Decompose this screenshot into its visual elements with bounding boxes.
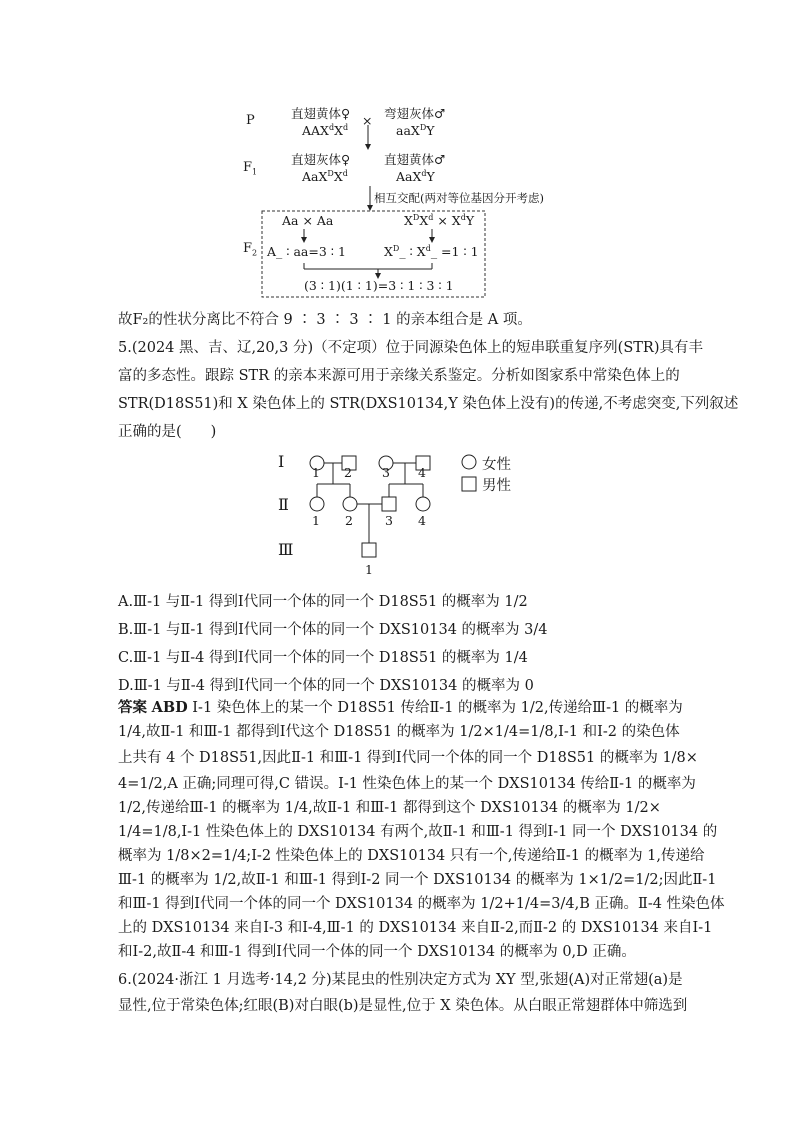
answer-line: 概率为 1/8×2=1/4;Ⅰ-2 性染色体上的 DXS10134 只有一个,传递给Ⅱ-1 的概率为 1,传递给 bbox=[118, 848, 705, 864]
answer-line: 和Ⅰ-2,故Ⅱ-4 和Ⅲ-1 得到Ⅰ代同一个体的同一个 DXS10134 的概率为 0,D 正确。 bbox=[118, 944, 636, 960]
mating-note: 相互交配(两对等位基因分开考虑) bbox=[374, 191, 544, 205]
p-female-genotype: $AAX^dX^d$ bbox=[302, 123, 349, 139]
f1-generation-label: $F_1$ bbox=[243, 160, 258, 177]
question-5-line: 富的多态性。跟踪 STR 的亲本来源可用于亲缘关系鉴定。分析如图家系中常染色体上的 bbox=[118, 368, 680, 384]
individual-number: 1 bbox=[365, 562, 373, 577]
question-5-line: 5.(2024 黑、吉、辽,20,3 分)（不定项）位于同源染色体上的短串联重复序列(STR)具有丰 bbox=[118, 340, 703, 356]
answer-line: Ⅲ-1 的概率为 1/2,故Ⅱ-1 和Ⅲ-1 得到Ⅰ-2 同一个 DXS10134 的概率为 1×1/2=1/2;因此Ⅱ-1 bbox=[118, 872, 717, 888]
answer-line: 1/4=1/8,Ⅰ-1 性染色体上的 DXS10134 有两个,故Ⅱ-1 和Ⅲ-1 得到Ⅰ-1 同一个 DXS10134 的 bbox=[118, 824, 718, 840]
individual-number: 1 bbox=[312, 465, 320, 480]
f1-female-phenotype: 直翅灰体♀ bbox=[291, 152, 351, 167]
cross-symbol: × bbox=[362, 113, 373, 128]
generation-label: Ⅱ bbox=[278, 495, 289, 514]
f2-generation-label: $F_2$ bbox=[243, 241, 258, 258]
f1-male-genotype: AaX$^d$Y bbox=[396, 169, 435, 185]
answer-line: 和Ⅲ-1 得到Ⅰ代同一个体的同一个 DXS10134 的概率为 1/2+1/4=3/4,B 正确。Ⅱ-4 性染色体 bbox=[118, 896, 725, 912]
p-male-genotype: aaX$^D$Y bbox=[396, 123, 435, 139]
question-6-line: 显性,位于常染色体;红眼(B)对白眼(b)是显性,位于 X 染色体。从白眼正常翅群体中筛选到 bbox=[118, 998, 688, 1014]
generation-label: Ⅲ bbox=[278, 540, 294, 559]
option-b: B.Ⅲ-1 与Ⅱ-1 得到Ⅰ代同一个体的同一个 DXS10134 的概率为 3/4 bbox=[118, 622, 548, 638]
conclusion-text: 故F₂的性状分离比不符合 9 ∶ 3 ∶ 3 ∶ 1 的亲本组合是 A 项。 bbox=[118, 312, 532, 328]
legend-male-label: 男性 bbox=[482, 478, 511, 494]
legend-female-label: 女性 bbox=[482, 457, 511, 473]
answer-line: 答案 ABD Ⅰ-1 染色体上的某一个 D18S51 传给Ⅱ-1 的概率为 1/2,传递给Ⅲ-1 的概率为 bbox=[118, 699, 683, 716]
answer-line: 1/2,传递给Ⅲ-1 的概率为 1/4,故Ⅱ-1 和Ⅲ-1 都得到这个 DXS10134 的概率为 1/2× bbox=[118, 800, 661, 816]
answer-line: 1/4,故Ⅱ-1 和Ⅲ-1 都得到Ⅰ代这个 D18S51 的概率为 1/2×1/4=1/8,Ⅰ-1 和Ⅰ-2 的染色体 bbox=[118, 724, 680, 740]
individual-number: 4 bbox=[418, 465, 426, 480]
question-6-line: 6.(2024·浙江 1 月选考·14,2 分)某昆虫的性别决定方式为 XY 型,张翅(A)对正常翅(a)是 bbox=[118, 972, 683, 988]
individual-number: 3 bbox=[382, 465, 390, 480]
individual-number: 2 bbox=[344, 465, 352, 480]
f1-female-genotype: $AaX^DX^d$ bbox=[302, 169, 348, 185]
option-c: C.Ⅲ-1 与Ⅱ-4 得到Ⅰ代同一个体的同一个 D18S51 的概率为 1/4 bbox=[118, 650, 528, 666]
individual-number: 4 bbox=[418, 513, 426, 528]
p-generation-label: P bbox=[246, 113, 255, 128]
generation-label: Ⅰ bbox=[278, 452, 285, 471]
box-autosome-cross: Aa × Aa bbox=[282, 213, 334, 228]
question-5-line: 正确的是( ) bbox=[118, 424, 217, 440]
answer-line: 上的 DXS10134 来自Ⅰ-3 和Ⅰ-4,Ⅲ-1 的 DXS10134 来自Ⅱ-2,而Ⅱ-2 的 DXS10134 来自Ⅰ-1 bbox=[118, 920, 713, 936]
box-autosome-ratio: A_ ∶ aa=3 ∶ 1 bbox=[267, 244, 346, 259]
individual-number: 3 bbox=[385, 513, 393, 528]
individual-number: 2 bbox=[345, 513, 353, 528]
p-female-phenotype: 直翅黄体♀ bbox=[291, 106, 351, 121]
answer-line: 上共有 4 个 D18S51,因此Ⅱ-1 和Ⅲ-1 得到Ⅰ代同一个体的同一个 D18S51 的概率为 1/8× bbox=[118, 750, 698, 766]
individual-number: 1 bbox=[312, 513, 320, 528]
option-a: A.Ⅲ-1 与Ⅱ-1 得到Ⅰ代同一个体的同一个 D18S51 的概率为 1/2 bbox=[118, 594, 528, 610]
option-d: D.Ⅲ-1 与Ⅱ-4 得到Ⅰ代同一个体的同一个 DXS10134 的概率为 0 bbox=[118, 678, 534, 694]
answer-line: 4=1/2,A 正确;同理可得,C 错误。Ⅰ-1 性染色体上的某一个 DXS10134 传给Ⅱ-1 的概率为 bbox=[118, 776, 696, 792]
question-5-line: STR(D18S51)和 X 染色体上的 STR(DXS10134,Y 染色体上没有)的传递,不考虑突变,下列叙述 bbox=[118, 396, 739, 412]
pedigree-lines bbox=[0, 440, 794, 590]
f1-male-phenotype: 直翅黄体♂ bbox=[384, 152, 446, 167]
box-x-linked-ratio: $X^D\_$ ∶ $X^d\_ =1$ ∶ 1 bbox=[384, 244, 479, 260]
box-combined-ratio: (3 ∶ 1)(1 ∶ 1)=3 ∶ 1 ∶ 3 ∶ 1 bbox=[304, 278, 454, 293]
answer-label: 答案 bbox=[118, 699, 147, 716]
box-x-linked-cross: $X^DX^d \times X^dY$ bbox=[404, 213, 475, 229]
answer-key: ABD bbox=[151, 699, 188, 716]
p-male-phenotype: 弯翅灰体♂ bbox=[384, 106, 446, 121]
